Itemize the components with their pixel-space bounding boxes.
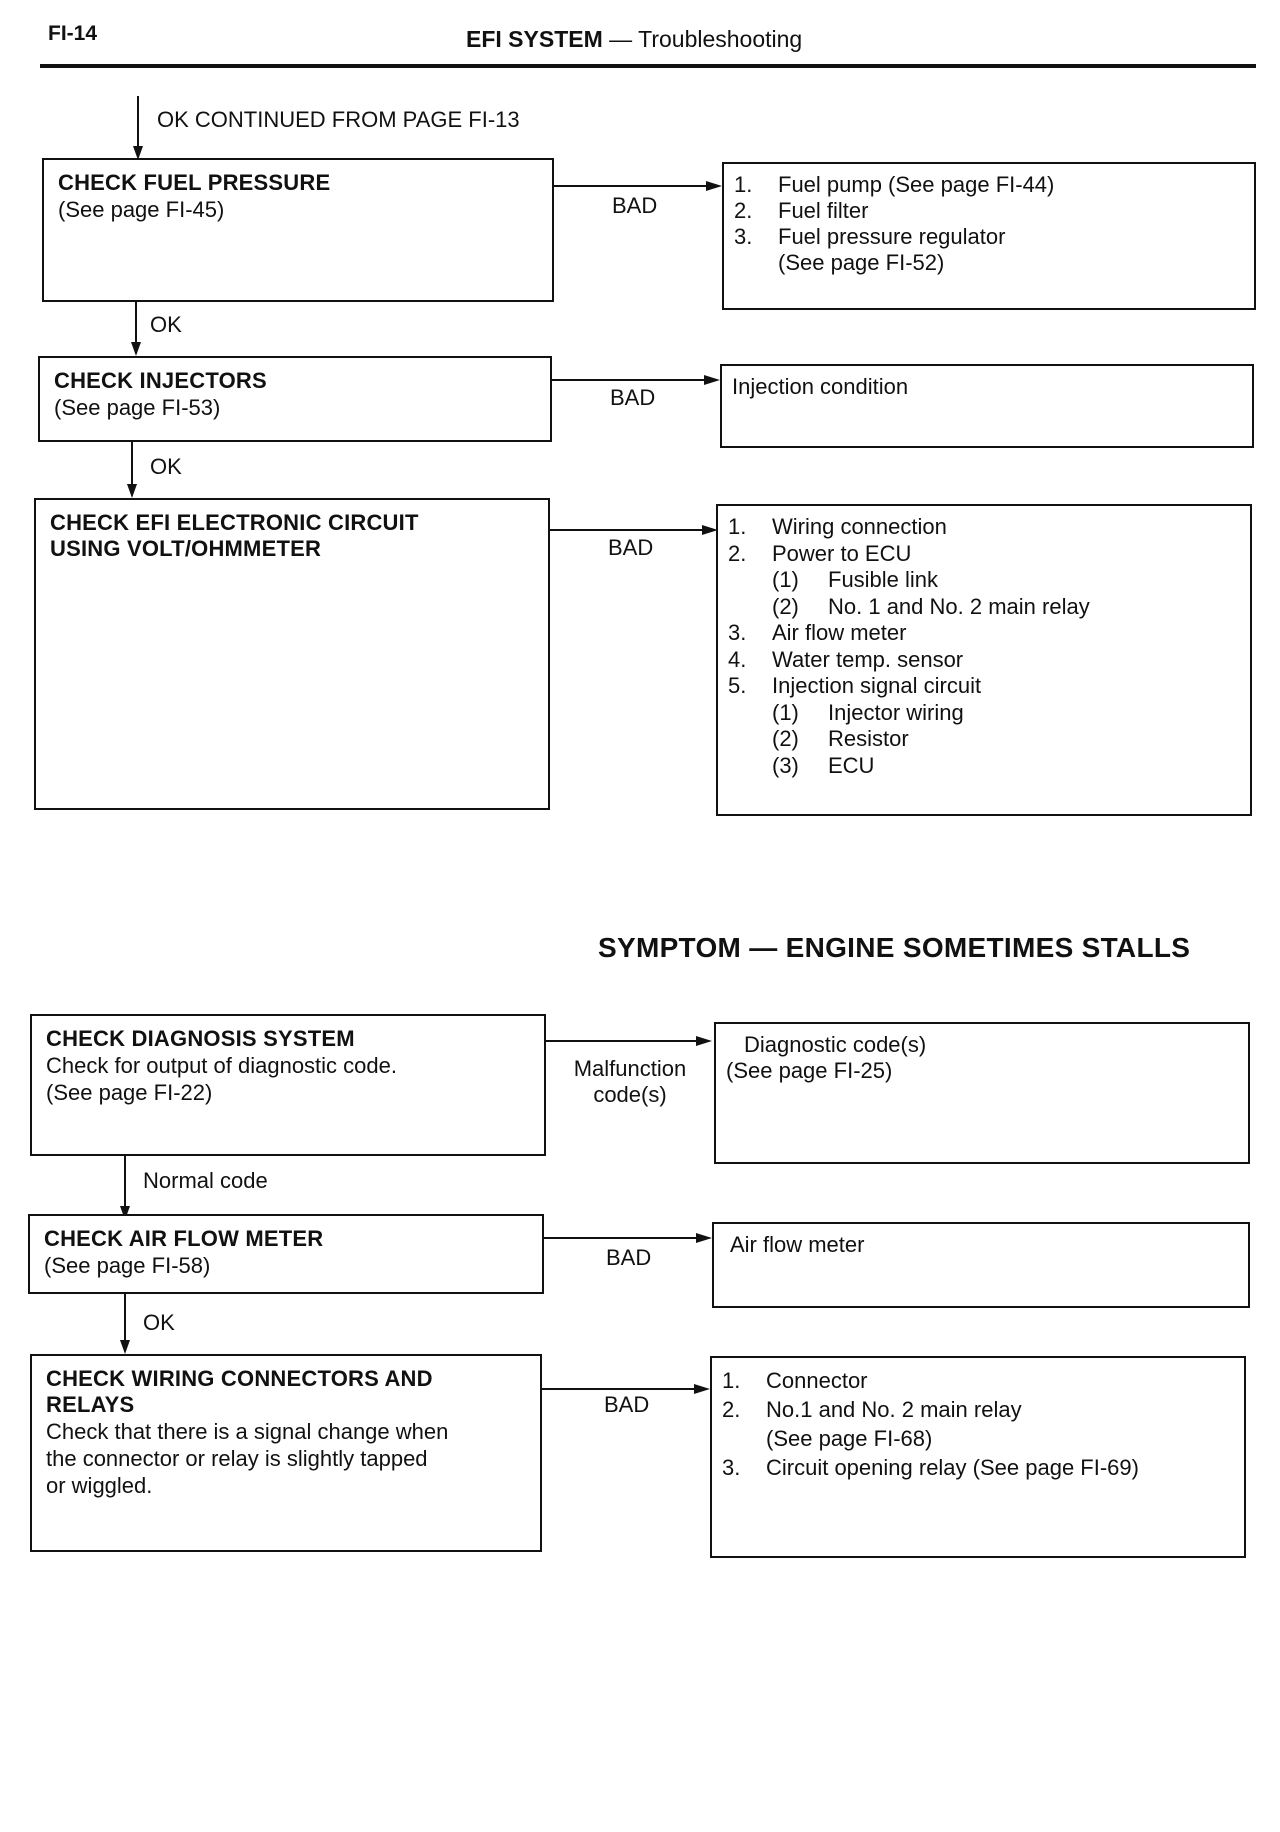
bad-label: BAD	[610, 385, 656, 410]
step-title: CHECK INJECTORS	[54, 368, 267, 393]
normal-code-connector	[124, 1156, 126, 1210]
ok-label: OK	[150, 454, 182, 479]
page-header	[466, 26, 802, 53]
wiring-causes-box	[710, 1356, 1246, 1558]
arrow-right-icon	[696, 1036, 712, 1046]
arrow-down-icon	[127, 484, 137, 498]
bad-connector	[544, 1237, 698, 1239]
edge-label-line1: Malfunction	[573, 1056, 687, 1081]
list-item: 5. Injection signal circuit	[728, 673, 982, 698]
list-item: 3. Fuel pressure regulator	[734, 224, 1006, 249]
step-title-line1: CHECK WIRING CONNECTORS AND	[46, 1366, 433, 1391]
result-text: Air flow meter	[730, 1232, 865, 1257]
check-efi-circuit-box	[34, 498, 550, 810]
step-desc: (See page FI-53)	[54, 395, 221, 420]
ok-label: OK	[150, 312, 182, 337]
list-item: 1. Wiring connection	[728, 514, 947, 539]
page-number: FI-14	[48, 22, 98, 45]
step-title-line2: USING VOLT/OHMMETER	[50, 536, 322, 561]
list-item: 2. Fuel filter	[734, 198, 869, 223]
list-item: 3. Circuit opening relay (See page FI-69)	[722, 1455, 1139, 1480]
malfunction-label	[552, 1056, 708, 1108]
air-flow-meter-causes-box	[712, 1222, 1250, 1308]
bad-label: BAD	[604, 1392, 650, 1417]
sub-list-item: (2) Resistor	[772, 726, 909, 751]
arrow-right-icon	[696, 1233, 712, 1243]
step-title-line1: CHECK EFI ELECTRONIC CIRCUIT	[50, 510, 419, 535]
check-injectors-box	[38, 356, 552, 442]
step-title-line2: RELAYS	[46, 1392, 135, 1417]
arrow-right-icon	[704, 375, 720, 385]
fuel-pressure-causes-box	[722, 162, 1256, 310]
header-separator: —	[609, 26, 633, 52]
step-desc-line3: or wiggled.	[46, 1473, 153, 1498]
edge-label-line2: code(s)	[593, 1082, 667, 1107]
arrow-down-icon	[131, 342, 141, 356]
sub-list-item: (1) Injector wiring	[772, 699, 964, 725]
start-label: OK CONTINUED FROM PAGE FI-13	[157, 107, 520, 132]
bad-label: BAD	[612, 193, 658, 218]
check-diagnosis-system-box	[30, 1014, 546, 1156]
step-desc-line2: the connector or relay is slightly tapped	[46, 1446, 428, 1471]
ok-connector	[135, 302, 137, 344]
list-item-continuation: (See page FI-52)	[778, 250, 945, 275]
ok-connector	[131, 442, 133, 486]
sub-list-item: (1) Fusible link	[772, 567, 939, 592]
list-item: 3. Air flow meter	[728, 620, 907, 645]
result-text: Injection condition	[732, 374, 909, 399]
injector-causes-box	[720, 364, 1254, 448]
bad-connector	[550, 529, 706, 531]
header-title: EFI SYSTEM	[466, 26, 603, 52]
step-desc: (See page FI-45)	[58, 197, 225, 222]
list-item: 4. Water temp. sensor	[728, 646, 964, 672]
step-desc-line1: Check that there is a signal change when	[46, 1419, 449, 1444]
bad-label: BAD	[608, 535, 654, 560]
bad-connector	[542, 1388, 696, 1390]
ok-label: OK	[143, 1310, 175, 1335]
malfunction-connector	[546, 1040, 698, 1042]
step-desc: (See page FI-58)	[44, 1253, 211, 1278]
result-line1: Diagnostic code(s)	[744, 1032, 927, 1057]
arrow-right-icon	[706, 181, 722, 191]
step-desc-line1: Check for output of diagnostic code.	[46, 1053, 397, 1078]
list-item: 1. Fuel pump (See page FI-44)	[734, 172, 1055, 197]
header-rule	[40, 64, 1256, 68]
header-subtitle: Troubleshooting	[638, 26, 803, 52]
diagnostic-code-box	[714, 1022, 1250, 1164]
list-item: 1. Connector	[722, 1368, 868, 1393]
step-title: CHECK FUEL PRESSURE	[58, 170, 331, 195]
step-title: CHECK DIAGNOSIS SYSTEM	[46, 1026, 355, 1051]
result-line2: (See page FI-25)	[726, 1058, 893, 1083]
step-desc-line2: (See page FI-22)	[46, 1080, 213, 1105]
bad-connector	[554, 185, 710, 187]
check-fuel-pressure-box	[42, 158, 554, 302]
normal-code-label: Normal code	[143, 1168, 268, 1193]
check-wiring-connectors-box	[30, 1354, 542, 1552]
list-item: 2. No.1 and No. 2 main relay	[722, 1397, 1022, 1422]
list-item-continuation: (See page FI-68)	[766, 1426, 933, 1451]
bad-connector	[552, 379, 708, 381]
arrow-down-icon	[120, 1340, 130, 1354]
ok-connector	[124, 1294, 126, 1342]
efi-circuit-causes-box	[716, 504, 1252, 816]
symptom-heading: SYMPTOM — ENGINE SOMETIMES STALLS	[598, 932, 1191, 963]
list-item: 2. Power to ECU	[728, 540, 912, 566]
step-title: CHECK AIR FLOW METER	[44, 1226, 324, 1251]
check-air-flow-meter-box	[28, 1214, 544, 1294]
sub-list-item: (3) ECU	[772, 752, 875, 778]
arrow-right-icon	[694, 1384, 710, 1394]
sub-list-item: (2) No. 1 and No. 2 main relay	[772, 593, 1090, 619]
bad-label: BAD	[606, 1245, 652, 1270]
start-connector	[137, 96, 139, 152]
